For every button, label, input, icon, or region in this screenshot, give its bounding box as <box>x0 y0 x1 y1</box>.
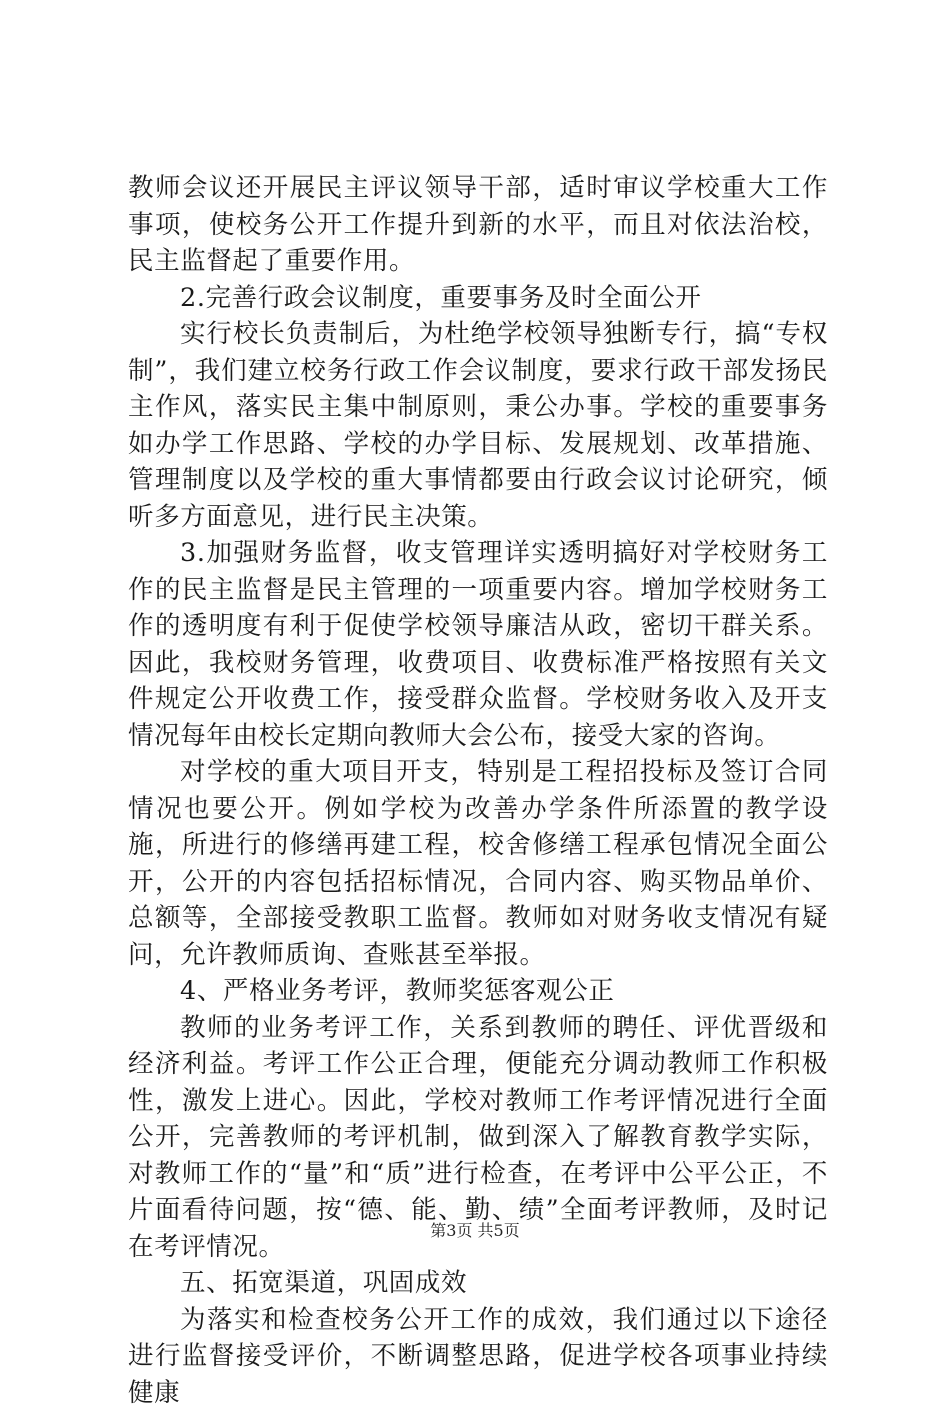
paragraph-admin-meeting: 实行校长负责制后，为杜绝学校领导独断专行，搞“专权制”，我们建立校务行政工作会议制度，要求行政干部发扬民主作风，落实民主集中制原则，秉公办事。学校的重要事务如办学工作思路、学校的办学目标、发展规划、改革措施、管理制度以及学校的重大事情都要由行政会议讨论研究，倾听多方面意见，进行民主决策。 <box>128 316 828 535</box>
section-heading-2: 2.完善行政会议制度，重要事务及时全面公开 <box>128 280 828 317</box>
page-number-footer: 第3页 共5页 <box>0 1218 950 1241</box>
paragraph-finance-supervision: 3.加强财务监督，收支管理详实透明搞好对学校财务工作的民主监督是民主管理的一项重要内容。增加学校财务工作的透明度有利于促使学校领导廉洁从政，密切干群关系。因此，我校财务管理，收费项目、收费标准严格按照有关文件规定公开收费工作，接受群众监督。学校财务收入及开支情况每年由校长定期向教师大会公布，接受大家的咨询。 <box>128 535 828 754</box>
paragraph-teacher-evaluation: 教师的业务考评工作，关系到教师的聘任、评优晋级和经济利益。考评工作公正合理，便能充分调动教师工作积极性，激发上进心。因此，学校对教师工作考评情况进行全面公开，完善教师的考评机制，做到深入了解教育教学实际，对教师工作的“量”和“质”进行检查，在考评中公平公正，不片面看待问题，按“德、能、勤、绩”全面考评教师，及时记在考评情况。 <box>128 1010 828 1266</box>
section-heading-5: 五、拓宽渠道，巩固成效 <box>128 1265 828 1302</box>
paragraph-major-projects: 对学校的重大项目开支，特别是工程招投标及签订合同情况也要公开。例如学校为改善办学条件所添置的教学设施，所进行的修缮再建工程，校舍修缮工程承包情况全面公开，公开的内容包括招标情况，合同内容、购买物品单价、总额等，全部接受教职工监督。教师如对财务收支情况有疑问，允许教师质询、查账甚至举报。 <box>128 754 828 973</box>
paragraph-continued: 教师会议还开展民主评议领导干部，适时审议学校重大工作事项，使校务公开工作提升到新的水平，而且对依法治校，民主监督起了重要作用。 <box>128 170 828 280</box>
section-heading-4: 4、严格业务考评，教师奖惩客观公正 <box>128 973 828 1010</box>
paragraph-channels: 为落实和检查校务公开工作的成效，我们通过以下途径进行监督接受评价，不断调整思路，促进学校各项事业持续健康 <box>128 1302 828 1411</box>
